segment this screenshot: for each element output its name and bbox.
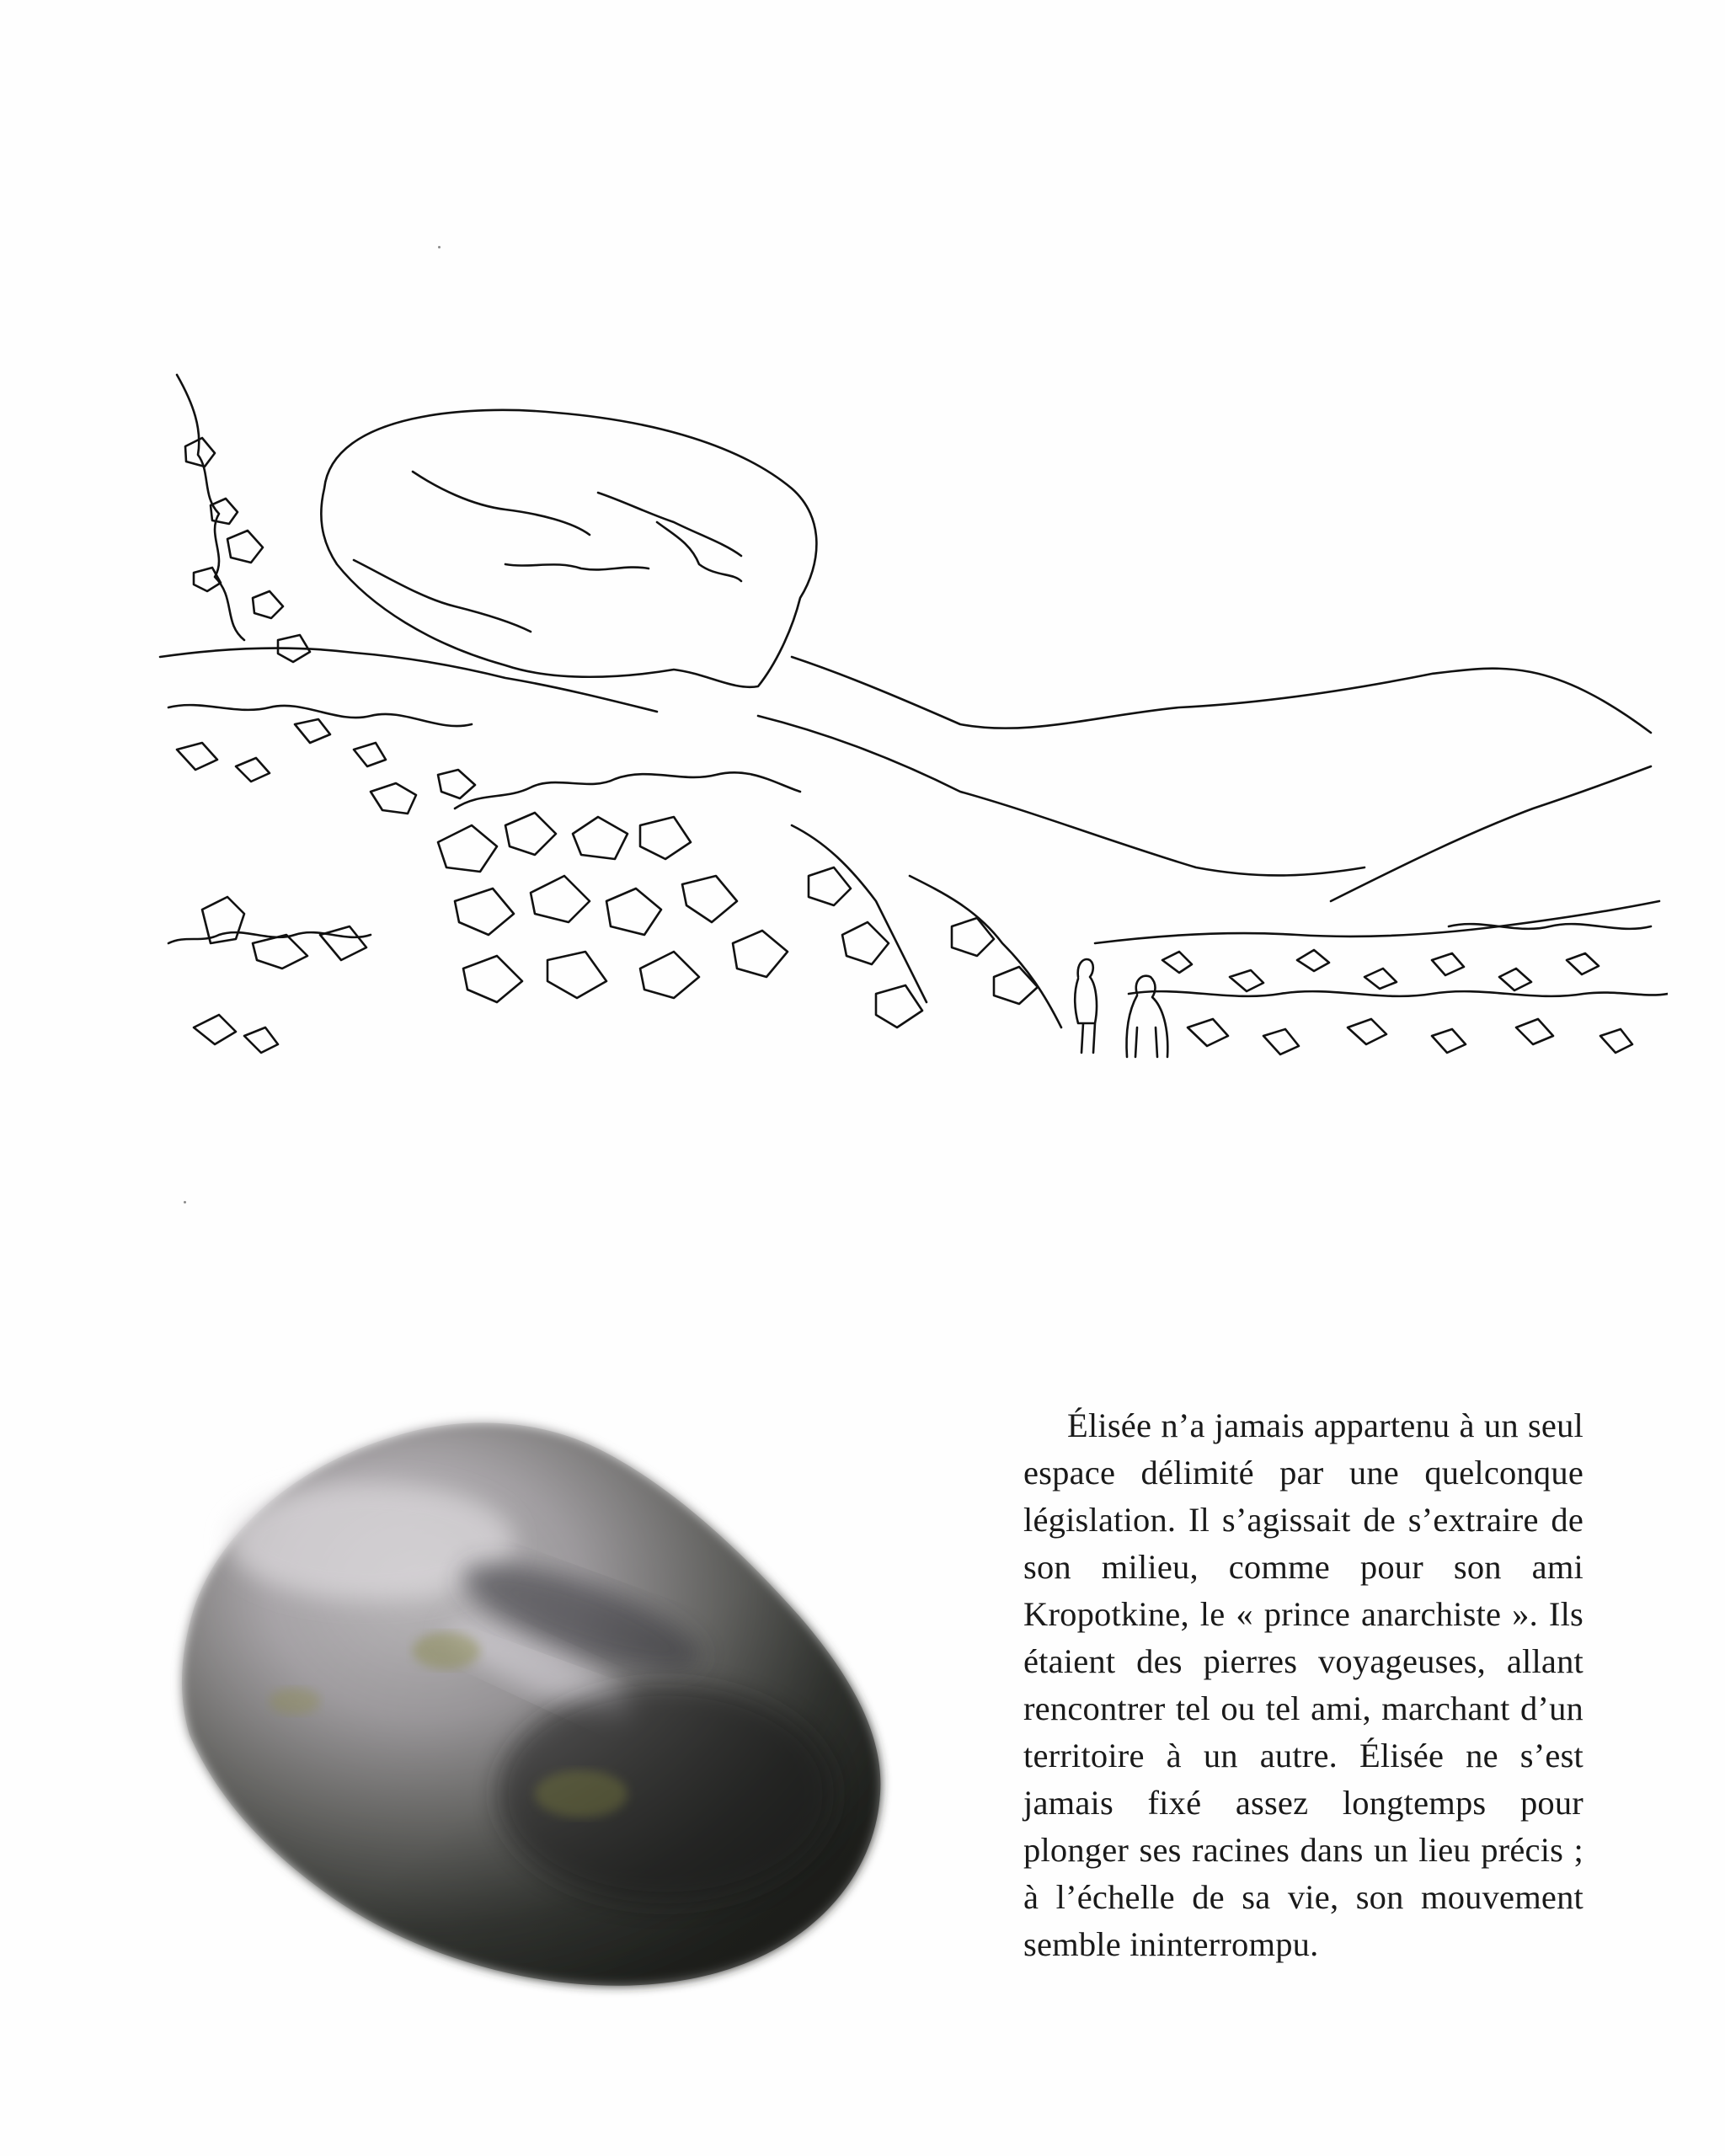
rock-rubble <box>463 931 788 1002</box>
boulder-crack <box>657 522 741 581</box>
rock-rubble <box>194 1015 278 1053</box>
rock-rubble <box>952 918 1038 1004</box>
foreground-scrub <box>1188 1019 1632 1054</box>
boulder-crack <box>413 472 590 535</box>
valley-line <box>1095 901 1659 943</box>
mountain-ridge <box>792 657 1651 733</box>
rock-rubble <box>168 932 371 943</box>
foliage-scribble <box>160 648 657 712</box>
moss-patch <box>413 1632 480 1669</box>
boulder-outline <box>321 410 816 687</box>
landscape-line-drawing <box>152 354 1668 1112</box>
foliage-scribble <box>177 719 386 782</box>
stone-watercolor <box>143 1398 918 2004</box>
foreground-scrub <box>1162 950 1599 991</box>
rock-rubble <box>455 876 737 935</box>
paper-speck <box>438 246 441 248</box>
rock-rubble <box>792 825 927 1002</box>
paper-speck <box>184 1201 186 1203</box>
rock-rubble <box>455 772 800 808</box>
foreground-scrub <box>1129 991 1668 996</box>
walker-figure <box>1075 959 1097 1053</box>
boulder-crack <box>598 493 741 556</box>
walker-figure <box>1127 976 1168 1057</box>
foliage-scribble <box>227 531 310 662</box>
moss-patch <box>270 1688 320 1715</box>
moss-patch <box>535 1770 628 1817</box>
rock-rubble <box>809 867 922 1027</box>
foliage-scribble <box>185 438 238 591</box>
body-text-block <box>1023 1402 1583 1968</box>
boulder-crack <box>354 560 531 632</box>
rock-rubble <box>910 876 1061 1027</box>
body-paragraph: Élisée n’a jamais appartenu à un seul espace délimité par une quelconque législation. Il s’agissait de s’extraire de son milieu, comme pour son ami Kropotkine, le « prince anarchiste ». Ils étaient des pierres voyageuses, allant rencontrer tel ou tel ami, marchant d’un territoire à un autre. Élisée ne s’est jamais fixé assez longtemps pour plonger ses racines dans un lieu précis ; à l’échelle de sa vie, son mouvement semble ininterrompu. <box>1023 1406 1583 1963</box>
mountain-ridge <box>758 716 1365 875</box>
rock-rubble <box>438 813 691 872</box>
boulder-crack <box>505 564 649 569</box>
mountain-ridge <box>1331 766 1651 901</box>
